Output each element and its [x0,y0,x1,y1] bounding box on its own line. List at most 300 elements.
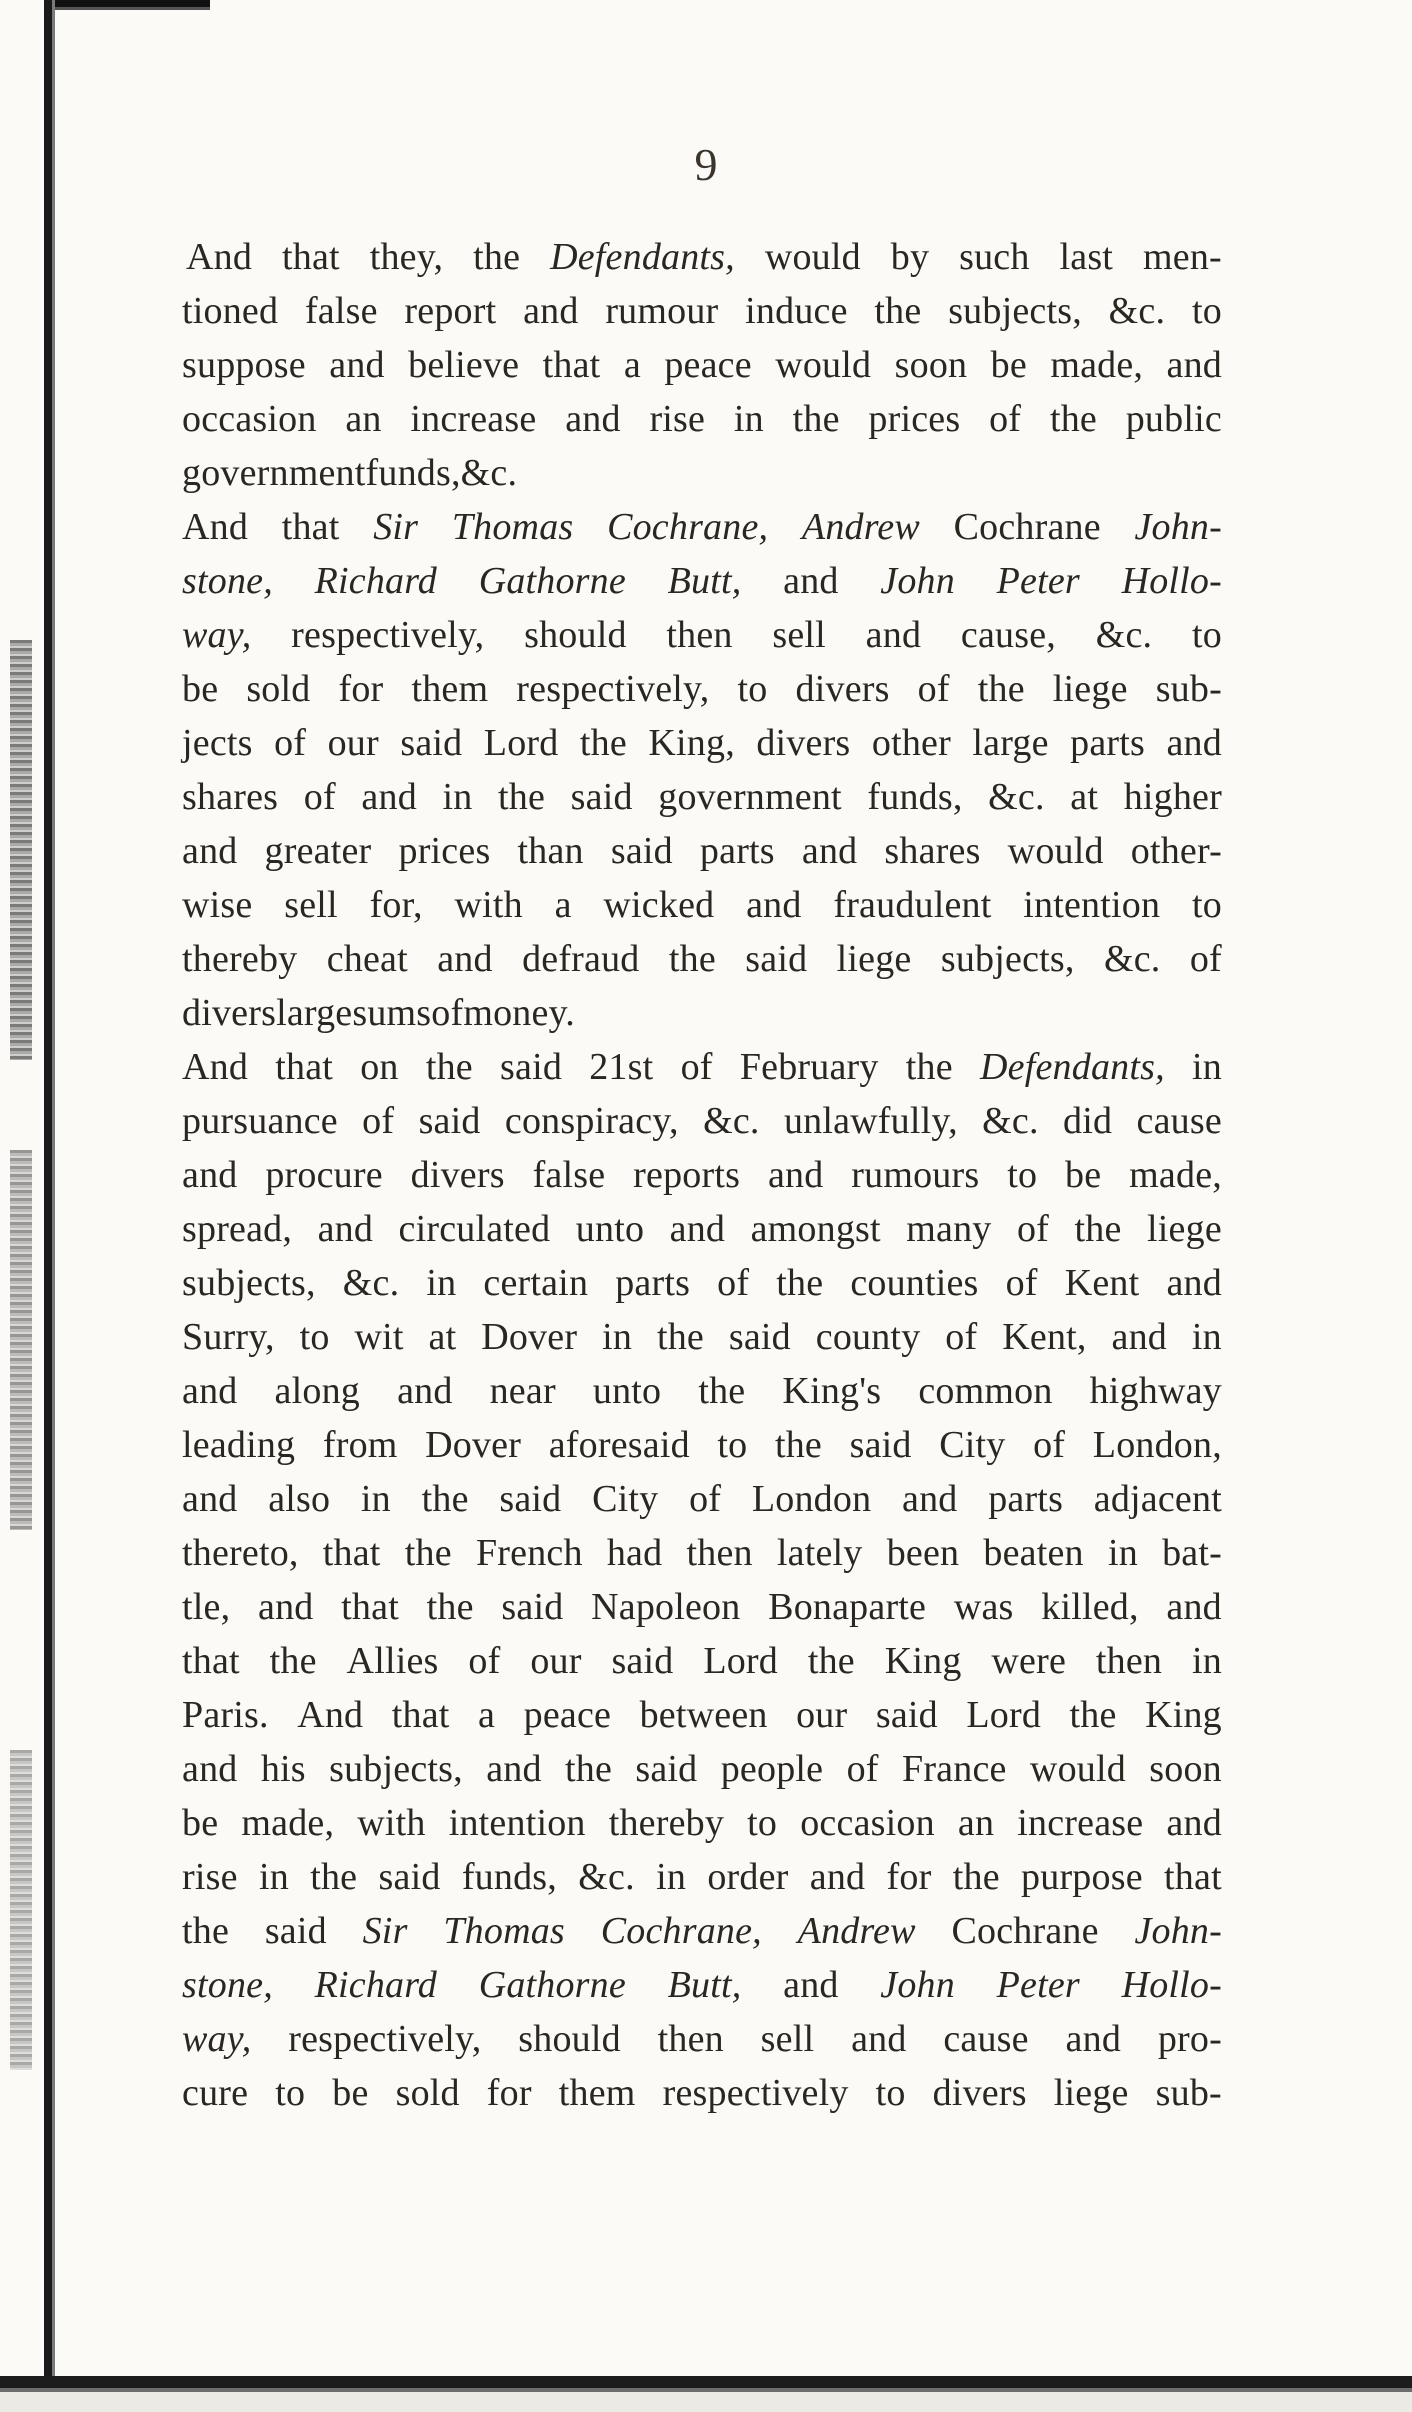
word: Butt, [667,560,742,602]
word: occasion [182,398,317,440]
word: order [707,1856,789,1898]
word: tioned [182,290,279,332]
word: that [391,1694,450,1736]
word: John [880,1964,955,2006]
word: that [275,1046,334,1088]
word: procure [265,1154,383,1196]
word: was [953,1586,1014,1628]
word: and [1166,344,1222,386]
word: &c. [982,1100,1039,1142]
word: occasion [800,1802,935,1844]
word: them [558,2072,636,2114]
word: the [807,1640,855,1682]
word: John- [1134,506,1222,548]
word: shares [884,830,981,872]
word: respectively, [288,2018,482,2060]
word: respectively, [516,668,710,710]
word: people [720,1748,824,1790]
word: divers [182,992,277,1034]
word: Hollo- [1121,560,1222,602]
word: to [1191,614,1222,656]
word: King, [648,722,735,764]
word: the [404,1532,452,1574]
word: peace [664,344,752,386]
word: for [486,2072,532,2114]
word: of [1033,1424,1066,1466]
word: Sir [362,1910,408,1952]
text-line [182,2012,1222,2066]
word: prices [868,398,961,440]
word: stone, [182,560,273,602]
word: in [1191,1316,1222,1358]
word: of [689,1478,722,1520]
word: men- [1143,236,1222,278]
word: then [1095,1640,1163,1682]
word: our [796,1694,848,1736]
word: them [411,668,489,710]
word: of [468,1640,501,1682]
word: &c. [703,1100,760,1142]
word: to [275,2072,306,2114]
word: and [851,2018,907,2060]
word: bat- [1162,1532,1222,1574]
word: wit [354,1316,404,1358]
text-line [182,1904,1222,1958]
word: sell [760,2018,815,2060]
word: London [751,1478,872,1520]
word: beaten [983,1532,1084,1574]
word: believe [408,344,520,386]
word: did [1063,1100,1113,1142]
text-line [182,500,1222,554]
word: London, [1092,1424,1222,1466]
word: then [686,1532,753,1574]
text-line [182,392,1222,446]
word: unto [592,1370,662,1412]
word: Paris. [182,1694,269,1736]
word: of [431,992,464,1034]
word: parts [615,1262,691,1304]
word: King's [782,1370,882,1412]
word: unto [575,1208,645,1250]
word: John [880,560,955,602]
word: defraud [522,938,640,980]
word: for, [369,884,423,926]
word: And [182,506,249,548]
word: &c. [342,1262,400,1304]
text-line [182,554,1222,608]
word: to [737,668,768,710]
text-line [182,662,1222,716]
word: Peter [996,1964,1080,2006]
word: thereby [182,938,298,980]
word: the [498,776,546,818]
word: adjacent [1093,1478,1222,1520]
word: along [274,1370,360,1412]
word: cause [943,2018,1029,2060]
word: his [260,1748,306,1790]
word: be [1065,1154,1102,1196]
word: of [362,1100,395,1142]
word: King [884,1640,962,1682]
word: parts [1070,722,1146,764]
text-line [182,986,1222,1040]
word: Sir [373,506,419,548]
word: cause [1136,1100,1222,1142]
word: at [428,1316,457,1358]
word: rise [182,1856,238,1898]
word: divers [756,722,851,764]
word: of [1016,1208,1050,1250]
word: the [776,1262,824,1304]
body-text [182,230,1222,2120]
word: and [1111,1316,1167,1358]
word: made, [1129,1154,1222,1196]
word: be [332,2072,369,2114]
word: said [570,776,633,818]
word: the [1069,1694,1117,1736]
word: &c. [460,452,518,494]
word: rumour [605,290,719,332]
word: been [886,1532,960,1574]
word: the [1049,398,1097,440]
word: Andrew [801,506,920,548]
text-line [182,716,1222,770]
word: February [739,1046,879,1088]
word: &c. [1103,938,1161,980]
word: of [846,1748,879,1790]
word: of [1189,938,1222,980]
word: and [565,398,621,440]
word: and [258,1586,314,1628]
word: sums [352,992,432,1034]
word: killed, [1041,1586,1139,1628]
word: Lord [483,722,559,764]
word: Richard [314,560,438,602]
word: said [745,938,808,980]
word: in [656,1856,687,1898]
word: tle, [182,1586,231,1628]
word: and [783,1964,839,2006]
word: than [517,830,584,872]
word: Hollo- [1121,1964,1222,2006]
text-line [182,2066,1222,2120]
word: the [426,1586,474,1628]
word: And [186,236,253,278]
word: Lord [966,1694,1042,1736]
word: cure [182,2072,249,2114]
word: stone, [182,1964,273,2006]
word: soon [894,344,968,386]
word: in [442,776,473,818]
word: made, [1050,344,1144,386]
word: of [717,1262,750,1304]
word: Surry, [182,1316,275,1358]
word: peace [523,1694,612,1736]
word: jects [182,722,253,764]
word: &c. [578,1856,635,1898]
word: between [639,1694,768,1736]
word: and [486,1748,542,1790]
word: by [890,236,930,278]
word: our [530,1640,582,1682]
gutter-shadow [10,640,32,1060]
word: in [360,1478,391,1520]
word: and [809,1856,866,1898]
word: at [1070,776,1099,818]
word: and [1166,722,1222,764]
word: the [874,290,922,332]
word: made, [241,1802,335,1844]
word: the [668,938,716,980]
word: the [698,1370,746,1412]
word: false [532,1154,606,1196]
word: an [957,1802,995,1844]
word: said [728,1316,791,1358]
word: parts [699,830,775,872]
word: had [606,1532,663,1574]
word: and [1166,1586,1222,1628]
text-line [182,1418,1222,1472]
word: the [977,668,1025,710]
word: of [1005,1262,1038,1304]
gutter-shadow [10,1750,32,2070]
word: said [849,1424,912,1466]
word: higher [1123,776,1222,818]
text-line [182,1472,1222,1526]
word: Kent, [1002,1316,1087,1358]
word: Thomas [443,1910,565,1952]
word: divers [932,2072,1027,2114]
word: they, [369,236,444,278]
word: to [875,2072,906,2114]
word: 21st [589,1046,654,1088]
word: said [610,830,673,872]
text-line [182,446,1222,500]
word: money. [463,992,575,1034]
word: funds, [867,776,963,818]
word: liege [836,938,912,980]
word: to [299,1316,330,1358]
word: Defendants, [550,236,735,278]
word: with [357,1802,426,1844]
text-line [182,338,1222,392]
word: soon [1149,1748,1222,1790]
word: France [901,1748,1007,1790]
word: intention [448,1802,586,1844]
word: &c. [1095,614,1153,656]
word: way, [182,614,252,656]
word: false [304,290,378,332]
word: that [542,344,601,386]
word: the [1074,1208,1122,1250]
word: circulated [398,1208,551,1250]
word: for [338,668,384,710]
word: certain [483,1262,589,1304]
word: the [952,1856,1000,1898]
word: said [418,1100,481,1142]
word: and [329,344,385,386]
text-line [182,1148,1222,1202]
word: on [360,1046,399,1088]
word: conspiracy, [504,1100,679,1142]
word: subjects, [329,1748,463,1790]
word: and [182,830,238,872]
word: that [281,506,340,548]
word: government [658,776,842,818]
text-line [182,284,1222,338]
text-line [182,1202,1222,1256]
word: of [274,722,307,764]
text-line [182,1742,1222,1796]
word: greater [264,830,372,872]
word: were [991,1640,1067,1682]
text-line [182,1094,1222,1148]
word: sub- [1155,2072,1222,2114]
word: lately [776,1532,863,1574]
word: large [276,992,353,1034]
text-line [182,1040,1222,1094]
word: in [426,1262,457,1304]
word: Allies [346,1640,439,1682]
word: the [421,1478,469,1520]
word: then [657,2018,724,2060]
word: last [1059,236,1114,278]
word: and [746,884,802,926]
word: and [801,830,858,872]
word: induce [745,290,848,332]
word: And [182,1046,249,1088]
word: divers [410,1154,505,1196]
word: said [264,1910,327,1952]
word: report [404,290,497,332]
word: liege [1053,2072,1129,2114]
word: then [666,614,733,656]
word: an [345,398,382,440]
word: Cochrane, [607,506,769,548]
word: purpose [1021,1856,1143,1898]
word: and [182,1748,238,1790]
word: said [500,1046,563,1088]
word: subjects, [948,290,1082,332]
word: and [767,1154,824,1196]
word: in [602,1316,633,1358]
text-line [182,1580,1222,1634]
word: to [1191,884,1222,926]
word: would [1029,1748,1126,1790]
word: a [478,1694,496,1736]
word: be [990,344,1027,386]
word: to [717,1424,748,1466]
word: Thomas [451,506,574,548]
word: cause, [960,614,1056,656]
text-line [182,608,1222,662]
word: Andrew [797,1910,916,1952]
word: King [1145,1694,1222,1736]
word: Cochrane [953,506,1101,548]
word: shares [182,776,279,818]
word: large [972,722,1049,764]
word: said [499,1478,562,1520]
word: in [1192,1640,1222,1682]
text-line [182,1256,1222,1310]
text-line [182,1958,1222,2012]
word: liege [1052,668,1128,710]
word: and [317,1208,374,1250]
word: Bonaparte [768,1586,927,1628]
word: Defendants, [980,1046,1165,1088]
word: should [524,614,627,656]
word: of [303,776,336,818]
word: and [182,1370,238,1412]
word: respectively [662,2072,849,2114]
word: said [378,1856,441,1898]
word: amongst [750,1208,881,1250]
word: the [182,1910,230,1952]
word: reports [633,1154,741,1196]
word: of [917,668,950,710]
word: thereby [608,1802,725,1844]
word: said [611,1640,674,1682]
word: pursuance [182,1100,338,1142]
word: and [523,290,579,332]
word: Napoleon [591,1586,741,1628]
word: increase [1017,1802,1144,1844]
word: rumours [851,1154,980,1196]
word: in [1191,1046,1222,1088]
word: and [437,938,493,980]
word: should [518,2018,621,2060]
word: in [258,1856,289,1898]
word: of [989,398,1022,440]
word: common [918,1370,1053,1412]
word: for [886,1856,932,1898]
word: of [680,1046,713,1088]
word: liege [1147,1208,1222,1250]
word: funds, [461,1856,557,1898]
word: the [473,236,521,278]
word: And [297,1694,364,1736]
word: said [501,1586,564,1628]
word: aforesaid [548,1424,690,1466]
word: said [400,722,463,764]
text-line [182,1688,1222,1742]
word: spread, [182,1208,293,1250]
word: in [733,398,764,440]
text-line [182,932,1222,986]
word: many [906,1208,992,1250]
word: in [1107,1532,1138,1574]
word: such [959,236,1030,278]
word: with [454,884,523,926]
word: the [792,398,840,440]
word: Kent [1064,1262,1140,1304]
word: sub- [1155,668,1222,710]
word: Butt, [667,1964,742,2006]
word: of [945,1316,978,1358]
word: respectively, [291,614,485,656]
word: Dover [425,1424,522,1466]
word: public [1125,398,1222,440]
word: John- [1134,1910,1222,1952]
word: wise [182,884,253,926]
word: our [327,722,379,764]
word: a [554,884,572,926]
word: subjects, [182,1262,316,1304]
word: Cochrane, [600,1910,762,1952]
word: and [1166,1802,1222,1844]
word: sold [395,2072,460,2114]
